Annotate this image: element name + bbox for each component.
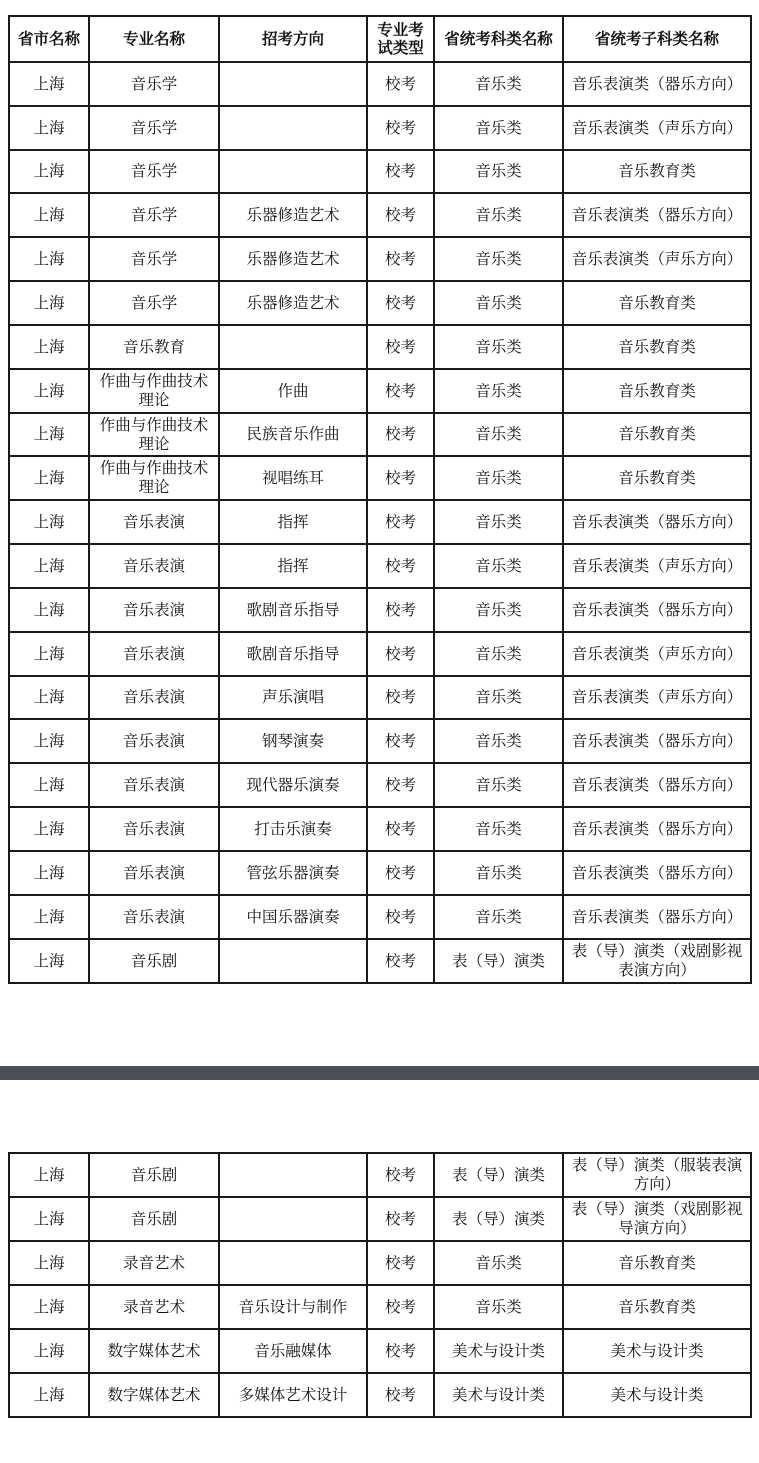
province-cell: 上海	[9, 106, 89, 150]
subcategory-cell: 音乐表演类（声乐方向）	[563, 544, 751, 588]
direction-cell: 多媒体艺术设计	[219, 1373, 367, 1417]
exam-type-cell: 校考	[367, 807, 434, 851]
category-cell: 音乐类	[434, 106, 563, 150]
table-row	[9, 1285, 751, 1329]
category-cell: 音乐类	[434, 413, 563, 456]
direction-cell: 作曲	[219, 369, 367, 413]
subcategory-cell: 表（导）演类（戏剧影视导演方向）	[563, 1197, 751, 1241]
province-cell: 上海	[9, 1153, 89, 1197]
subcategory-cell: 音乐表演类（器乐方向）	[563, 895, 751, 939]
category-cell: 表（导）演类	[434, 1153, 563, 1197]
major-cell: 音乐学	[89, 106, 219, 150]
table-row	[9, 62, 751, 106]
exam-type-cell: 校考	[367, 719, 434, 763]
subcategory-cell: 音乐教育类	[563, 150, 751, 193]
major-cell: 音乐表演	[89, 632, 219, 676]
province-cell: 上海	[9, 807, 89, 851]
province-cell: 上海	[9, 62, 89, 106]
category-cell: 音乐类	[434, 369, 563, 413]
table-row	[9, 500, 751, 544]
major-cell: 音乐学	[89, 281, 219, 325]
table-row	[9, 1241, 751, 1285]
category-cell: 表（导）演类	[434, 939, 563, 983]
province-cell: 上海	[9, 939, 89, 983]
exam-type-cell: 校考	[367, 193, 434, 237]
major-cell: 数字媒体艺术	[89, 1373, 219, 1417]
subcategory-cell: 音乐教育类	[563, 1241, 751, 1285]
admissions-table-page-2	[8, 1152, 752, 1418]
major-cell: 音乐剧	[89, 939, 219, 983]
direction-cell	[219, 62, 367, 106]
table-row	[9, 1373, 751, 1417]
exam-type-cell: 校考	[367, 456, 434, 500]
subcategory-cell: 表（导）演类（服装表演方向）	[563, 1153, 751, 1197]
exam-type-cell: 校考	[367, 413, 434, 456]
direction-cell	[219, 939, 367, 983]
category-cell: 音乐类	[434, 1285, 563, 1329]
subcategory-cell: 音乐表演类（器乐方向）	[563, 851, 751, 895]
subcategory-cell: 音乐表演类（器乐方向）	[563, 500, 751, 544]
table-row	[9, 895, 751, 939]
page-break-divider	[0, 1066, 759, 1080]
direction-cell	[219, 1153, 367, 1197]
province-cell: 上海	[9, 150, 89, 193]
direction-cell	[219, 106, 367, 150]
exam-type-cell: 校考	[367, 1197, 434, 1241]
table-row	[9, 544, 751, 588]
category-cell: 音乐类	[434, 632, 563, 676]
major-cell: 音乐表演	[89, 895, 219, 939]
major-cell: 作曲与作曲技术理论	[89, 456, 219, 500]
admissions-table-page-1	[8, 15, 752, 984]
major-cell: 音乐剧	[89, 1153, 219, 1197]
province-cell: 上海	[9, 763, 89, 807]
exam-type-cell: 校考	[367, 325, 434, 369]
table-row	[9, 1153, 751, 1197]
province-cell: 上海	[9, 281, 89, 325]
subcategory-cell: 音乐教育类	[563, 413, 751, 456]
major-cell: 音乐学	[89, 150, 219, 193]
subcategory-cell: 音乐表演类（声乐方向）	[563, 676, 751, 719]
exam-type-cell: 校考	[367, 1241, 434, 1285]
direction-cell: 乐器修造艺术	[219, 193, 367, 237]
province-cell: 上海	[9, 719, 89, 763]
province-cell: 上海	[9, 369, 89, 413]
table-row	[9, 676, 751, 719]
province-cell: 上海	[9, 544, 89, 588]
direction-cell: 打击乐演奏	[219, 807, 367, 851]
major-cell: 音乐教育	[89, 325, 219, 369]
province-cell: 上海	[9, 1373, 89, 1417]
table-row	[9, 588, 751, 632]
category-cell: 音乐类	[434, 1241, 563, 1285]
table-header-row	[9, 16, 751, 62]
subcategory-cell: 音乐表演类（器乐方向）	[563, 807, 751, 851]
subcategory-cell: 音乐表演类（器乐方向）	[563, 62, 751, 106]
subcategory-cell: 音乐教育类	[563, 456, 751, 500]
table-row	[9, 325, 751, 369]
exam-type-cell: 校考	[367, 500, 434, 544]
subcategory-cell: 音乐表演类（声乐方向）	[563, 237, 751, 281]
direction-cell: 中国乐器演奏	[219, 895, 367, 939]
table-row	[9, 1329, 751, 1373]
category-cell: 音乐类	[434, 676, 563, 719]
major-cell: 作曲与作曲技术理论	[89, 369, 219, 413]
table-row	[9, 237, 751, 281]
exam-type-cell: 校考	[367, 632, 434, 676]
subcategory-cell: 美术与设计类	[563, 1329, 751, 1373]
table-row	[9, 719, 751, 763]
direction-cell: 视唱练耳	[219, 456, 367, 500]
exam-type-cell: 校考	[367, 1329, 434, 1373]
subcategory-cell: 音乐表演类（声乐方向）	[563, 106, 751, 150]
subcategory-cell: 音乐表演类（器乐方向）	[563, 719, 751, 763]
category-cell: 美术与设计类	[434, 1329, 563, 1373]
province-cell: 上海	[9, 632, 89, 676]
subcategory-cell: 音乐教育类	[563, 369, 751, 413]
major-cell: 音乐学	[89, 62, 219, 106]
province-cell: 上海	[9, 193, 89, 237]
major-cell: 作曲与作曲技术理论	[89, 413, 219, 456]
exam-type-cell: 校考	[367, 939, 434, 983]
province-cell: 上海	[9, 895, 89, 939]
major-cell: 录音艺术	[89, 1241, 219, 1285]
direction-cell: 乐器修造艺术	[219, 237, 367, 281]
subcategory-cell: 表（导）演类（戏剧影视表演方向）	[563, 939, 751, 983]
exam-type-cell: 校考	[367, 369, 434, 413]
province-cell: 上海	[9, 676, 89, 719]
header-category: 省统考科类名称	[434, 16, 563, 62]
direction-cell	[219, 325, 367, 369]
exam-type-cell: 校考	[367, 150, 434, 193]
province-cell: 上海	[9, 851, 89, 895]
direction-cell: 钢琴演奏	[219, 719, 367, 763]
exam-type-cell: 校考	[367, 895, 434, 939]
category-cell: 音乐类	[434, 544, 563, 588]
province-cell: 上海	[9, 325, 89, 369]
category-cell: 音乐类	[434, 719, 563, 763]
province-cell: 上海	[9, 456, 89, 500]
exam-type-cell: 校考	[367, 1153, 434, 1197]
table-row	[9, 939, 751, 983]
category-cell: 音乐类	[434, 325, 563, 369]
exam-type-cell: 校考	[367, 588, 434, 632]
subcategory-cell: 音乐表演类（声乐方向）	[563, 632, 751, 676]
category-cell: 音乐类	[434, 895, 563, 939]
header-province: 省市名称	[9, 16, 89, 62]
direction-cell: 声乐演唱	[219, 676, 367, 719]
subcategory-cell: 音乐表演类（器乐方向）	[563, 763, 751, 807]
direction-cell: 指挥	[219, 544, 367, 588]
direction-cell: 现代器乐演奏	[219, 763, 367, 807]
exam-type-cell: 校考	[367, 1373, 434, 1417]
table-row	[9, 369, 751, 413]
province-cell: 上海	[9, 588, 89, 632]
direction-cell: 音乐设计与制作	[219, 1285, 367, 1329]
major-cell: 音乐表演	[89, 588, 219, 632]
major-cell: 音乐学	[89, 193, 219, 237]
category-cell: 音乐类	[434, 500, 563, 544]
major-cell: 音乐表演	[89, 676, 219, 719]
exam-type-cell: 校考	[367, 237, 434, 281]
province-cell: 上海	[9, 500, 89, 544]
major-cell: 数字媒体艺术	[89, 1329, 219, 1373]
direction-cell: 管弦乐器演奏	[219, 851, 367, 895]
province-cell: 上海	[9, 1241, 89, 1285]
major-cell: 音乐表演	[89, 851, 219, 895]
header-major: 专业名称	[89, 16, 219, 62]
major-cell: 音乐表演	[89, 544, 219, 588]
exam-type-cell: 校考	[367, 763, 434, 807]
subcategory-cell: 美术与设计类	[563, 1373, 751, 1417]
category-cell: 音乐类	[434, 807, 563, 851]
category-cell: 音乐类	[434, 281, 563, 325]
direction-cell: 歌剧音乐指导	[219, 632, 367, 676]
exam-type-cell: 校考	[367, 281, 434, 325]
exam-type-cell: 校考	[367, 544, 434, 588]
province-cell: 上海	[9, 1197, 89, 1241]
major-cell: 音乐表演	[89, 807, 219, 851]
direction-cell	[219, 1197, 367, 1241]
exam-type-cell: 校考	[367, 106, 434, 150]
major-cell: 音乐表演	[89, 763, 219, 807]
subcategory-cell: 音乐教育类	[563, 325, 751, 369]
direction-cell: 指挥	[219, 500, 367, 544]
province-cell: 上海	[9, 1285, 89, 1329]
province-cell: 上海	[9, 1329, 89, 1373]
category-cell: 音乐类	[434, 150, 563, 193]
subcategory-cell: 音乐教育类	[563, 1285, 751, 1329]
category-cell: 音乐类	[434, 456, 563, 500]
subcategory-cell: 音乐表演类（器乐方向）	[563, 588, 751, 632]
table-row	[9, 281, 751, 325]
table-row	[9, 763, 751, 807]
exam-type-cell: 校考	[367, 676, 434, 719]
exam-type-cell: 校考	[367, 1285, 434, 1329]
category-cell: 音乐类	[434, 237, 563, 281]
direction-cell: 民族音乐作曲	[219, 413, 367, 456]
category-cell: 音乐类	[434, 193, 563, 237]
table-row	[9, 413, 751, 456]
category-cell: 美术与设计类	[434, 1373, 563, 1417]
subcategory-cell: 音乐表演类（器乐方向）	[563, 193, 751, 237]
direction-cell: 歌剧音乐指导	[219, 588, 367, 632]
table-row	[9, 106, 751, 150]
exam-type-cell: 校考	[367, 851, 434, 895]
major-cell: 音乐剧	[89, 1197, 219, 1241]
major-cell: 音乐学	[89, 237, 219, 281]
direction-cell: 乐器修造艺术	[219, 281, 367, 325]
category-cell: 音乐类	[434, 851, 563, 895]
category-cell: 音乐类	[434, 62, 563, 106]
category-cell: 表（导）演类	[434, 1197, 563, 1241]
header-exam-type: 专业考试类型	[367, 16, 434, 62]
table-row	[9, 851, 751, 895]
province-cell: 上海	[9, 413, 89, 456]
direction-cell	[219, 1241, 367, 1285]
table-row	[9, 456, 751, 500]
subcategory-cell: 音乐教育类	[563, 281, 751, 325]
table-row	[9, 150, 751, 193]
direction-cell	[219, 150, 367, 193]
major-cell: 录音艺术	[89, 1285, 219, 1329]
table-row	[9, 807, 751, 851]
table-row	[9, 1197, 751, 1241]
direction-cell: 音乐融媒体	[219, 1329, 367, 1373]
category-cell: 音乐类	[434, 763, 563, 807]
header-direction: 招考方向	[219, 16, 367, 62]
category-cell: 音乐类	[434, 588, 563, 632]
table-row	[9, 632, 751, 676]
exam-type-cell: 校考	[367, 62, 434, 106]
header-subcategory: 省统考子科类名称	[563, 16, 751, 62]
major-cell: 音乐表演	[89, 719, 219, 763]
major-cell: 音乐表演	[89, 500, 219, 544]
table-row	[9, 193, 751, 237]
province-cell: 上海	[9, 237, 89, 281]
